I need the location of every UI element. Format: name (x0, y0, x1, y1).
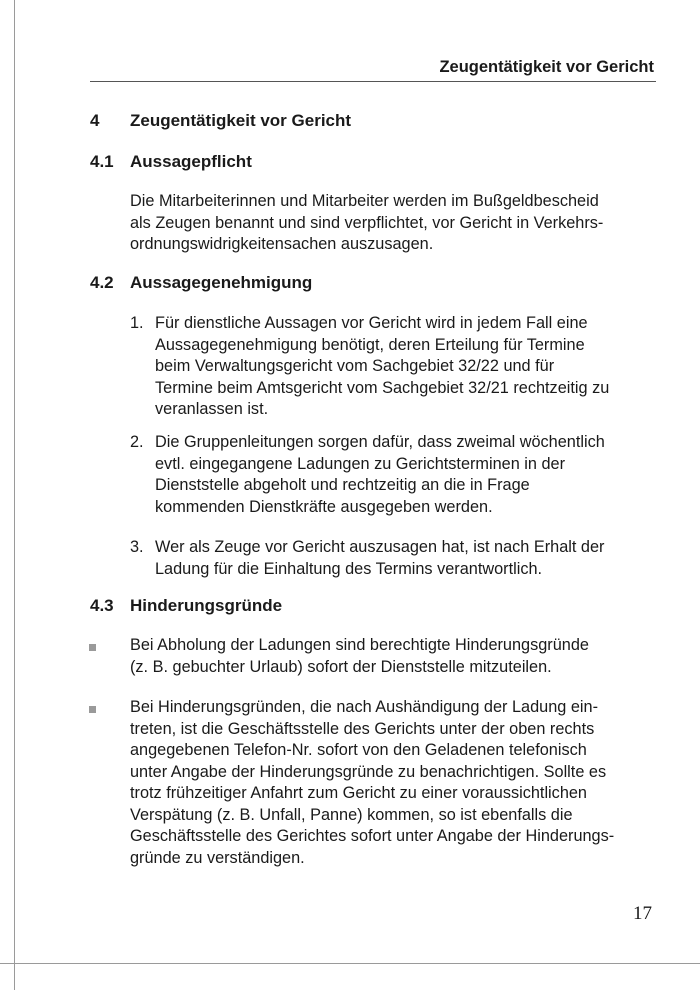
text-line: Für dienstliche Aussagen vor Gericht wird in jedem Fall eine (155, 314, 588, 332)
text-line: Bei Hinderungsgründen, die nach Aushändigung der Ladung ein- (130, 698, 598, 716)
text-line: Aussagegenehmigung benötigt, deren Erteilung für Termine (155, 335, 585, 354)
text-line: Dienststelle abgeholt und rechtzeitig an die in Frage (155, 476, 530, 494)
text-line: veranlassen ist. (155, 400, 269, 418)
text-line: Verspätung (z. B. Unfall, Panne) kommen, so ist ebenfalls die (130, 805, 573, 824)
list-item-3 (155, 537, 604, 580)
section-title: Hinderungsgründe (130, 596, 283, 615)
square-bullet-icon (89, 706, 96, 713)
section-number: 4.1 (90, 152, 114, 171)
text-line: Bei Abholung der Ladungen sind berechtigte Hinderungsgründe (130, 636, 589, 654)
text-line: kommenden Dienstkräfte ausgegeben werden. (155, 497, 493, 516)
text-line: als Zeugen benannt und sind verpflichtet, vor Gericht in Verkehrs- (130, 213, 604, 232)
text-line: Termine beim Amtsgericht vom Sachgebiet 32/21 rechtzeitig zu (155, 378, 610, 397)
bullet-item-2 (130, 697, 614, 869)
section-4-1-paragraph (130, 191, 603, 256)
text-line: Wer als Zeuge vor Gericht auszusagen hat, ist nach Erhalt der (155, 538, 605, 556)
text-line: Die Gruppenleitungen sorgen dafür, dass zweimal wöchentlich (155, 433, 605, 451)
square-bullet-icon (89, 644, 96, 651)
text-line: Die Mitarbeiterinnen und Mitarbeiter werden im Bußgeldbescheid (130, 192, 599, 210)
section-title: Aussagegenehmigung (130, 273, 313, 292)
page-edge-left (14, 0, 15, 990)
text-line: angegebenen Telefon-Nr. sofort von den Geladenen telefonisch (130, 741, 587, 759)
text-line: Ladung für die Einhaltung des Termins verantwortlich. (155, 559, 543, 578)
list-item-2 (155, 432, 605, 518)
section-heading-4-3 (90, 596, 282, 616)
list-marker-1: 1. (130, 314, 144, 332)
section-number: 4.3 (90, 596, 114, 615)
text-line: gründe zu verständigen. (130, 848, 305, 867)
text-line: trotz frühzeitiger Anfahrt zum Gericht zu einer voraussichtlichen (130, 784, 587, 802)
section-heading-4-2 (90, 273, 312, 293)
section-number: 4.2 (90, 273, 114, 292)
text-line: Geschäftsstelle des Gerichtes sofort unter Angabe der Hinderungs- (130, 827, 615, 845)
page-number: 17 (633, 903, 652, 924)
text-line: ordnungswidrigkeitensachen auszusagen. (130, 235, 434, 253)
list-marker-2: 2. (130, 433, 144, 451)
list-item-1 (155, 313, 609, 421)
text-line: beim Verwaltungsgericht vom Sachgebiet 32/22 und für (155, 357, 555, 375)
bullet-item-1 (130, 635, 589, 678)
header-rule (90, 81, 656, 82)
section-title: Aussagepflicht (130, 152, 252, 171)
page-edge-bottom (0, 963, 700, 964)
section-heading-4-1 (90, 152, 252, 172)
list-marker-3: 3. (130, 538, 144, 556)
chapter-title: Zeugentätigkeit vor Gericht (130, 111, 352, 130)
chapter-number: 4 (90, 111, 100, 130)
text-line: evtl. eingegangene Ladungen zu Gerichtsterminen in der (155, 454, 566, 473)
running-head: Zeugentätigkeit vor Gericht (439, 58, 654, 76)
text-line: treten, ist die Geschäftsstelle des Gerichts unter der oben rechts (130, 719, 595, 738)
text-line: (z. B. gebuchter Urlaub) sofort der Dienststelle mitzuteilen. (130, 657, 552, 676)
chapter-heading (90, 111, 351, 131)
text-line: unter Angabe der Hinderungsgründe zu benachrichtigen. Sollte es (130, 762, 607, 781)
